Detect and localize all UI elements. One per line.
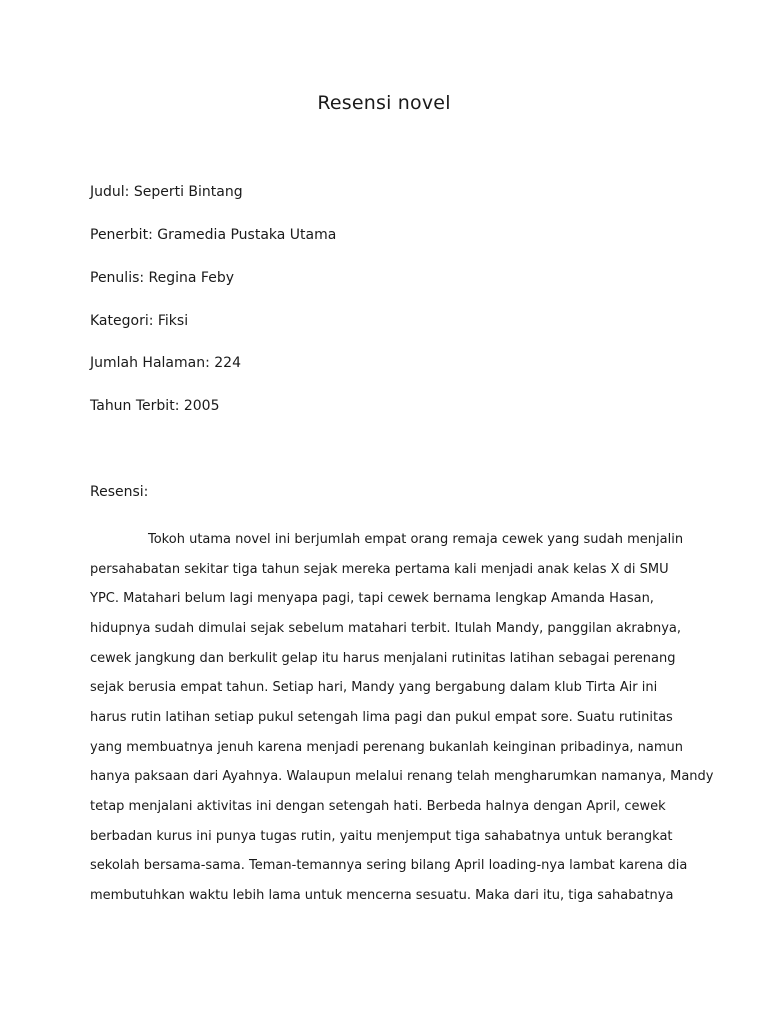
body-line: membutuhkan waktu lebih lama untuk mencerna sesuatu. Maka dari itu, tiga sahabatnya [90, 888, 674, 903]
document-title: Resensi novel [317, 92, 451, 114]
meta-jumlah-halaman: Jumlah Halaman: 224 [90, 355, 241, 371]
body-line: hidupnya sudah dimulai sejak sebelum matahari terbit. Itulah Mandy, panggilan akrabnya, [90, 621, 682, 636]
body-line: yang membuatnya jenuh karena menjadi perenang bukanlah keinginan pribadinya, namun [90, 740, 684, 755]
body-line: Tokoh utama novel ini berjumlah empat orang remaja cewek yang sudah menjalin [148, 532, 684, 547]
body-line: sejak berusia empat tahun. Setiap hari, Mandy yang bergabung dalam klub Tirta Air ini [90, 680, 658, 695]
meta-penerbit: Penerbit: Gramedia Pustaka Utama [90, 227, 337, 243]
body-line: harus rutin latihan setiap pukul setengah lima pagi dan pukul empat sore. Suatu rutinitas [90, 710, 673, 725]
body-line: persahabatan sekitar tiga tahun sejak mereka pertama kali menjadi anak kelas X di SMU [90, 562, 669, 577]
meta-penulis: Penulis: Regina Feby [90, 270, 235, 286]
meta-judul: Judul: Seperti Bintang [90, 184, 243, 200]
body-line: sekolah bersama-sama. Teman-temannya sering bilang April loading-nya lambat karena dia [90, 858, 688, 873]
body-line: tetap menjalani aktivitas ini dengan setengah hati. Berbeda halnya dengan April, cewek [90, 799, 666, 814]
meta-tahun-terbit: Tahun Terbit: 2005 [90, 398, 220, 414]
body-line: cewek jangkung dan berkulit gelap itu harus menjalani rutinitas latihan sebagai perenang [90, 651, 676, 666]
body-line: YPC. Matahari belum lagi menyapa pagi, tapi cewek bernama lengkap Amanda Hasan, [90, 591, 654, 606]
body-line: hanya paksaan dari Ayahnya. Walaupun melalui renang telah mengharumkan namanya, Mandy [90, 769, 714, 784]
body-line: berbadan kurus ini punya tugas rutin, yaitu menjemput tiga sahabatnya untuk berangkat [90, 829, 673, 844]
section-label: Resensi: [90, 484, 149, 500]
meta-kategori: Kategori: Fiksi [90, 313, 189, 329]
